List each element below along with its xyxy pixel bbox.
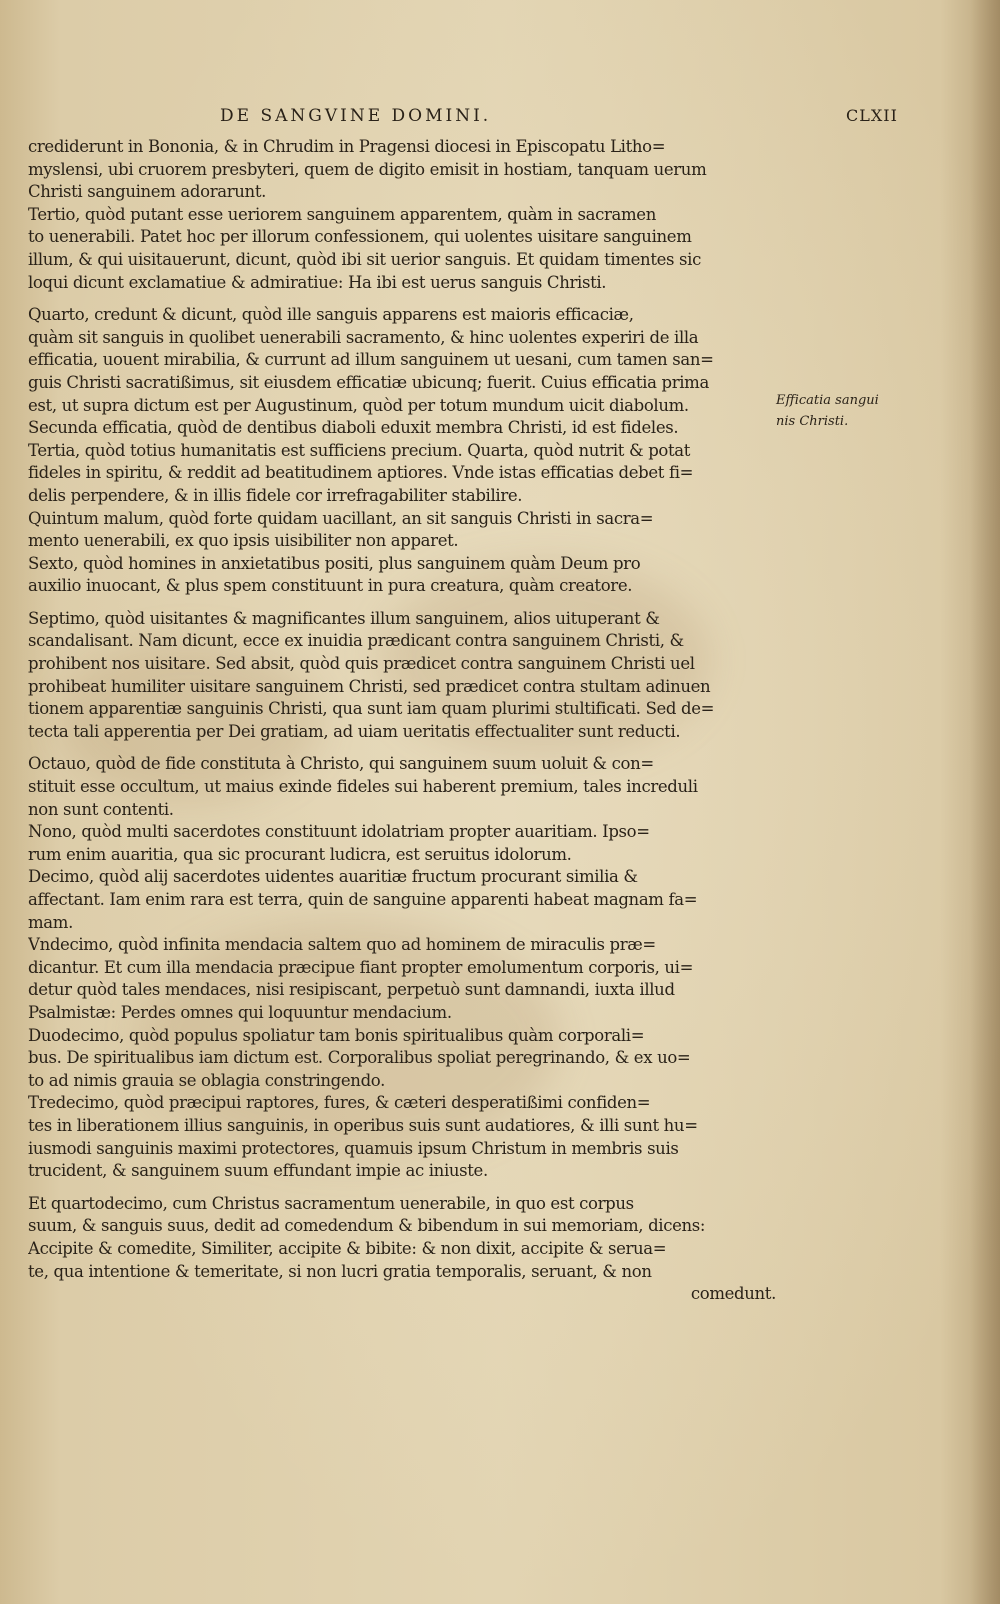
- paragraph-gap: [28, 1183, 778, 1193]
- text-line: affectant. Iam enim rara est terra, quin de sanguine apparenti habeat magnam fa=: [28, 890, 698, 909]
- text-line: tionem apparentiæ sanguinis Christi, qua sunt iam quam plurimi stultificati. Sed de=: [28, 699, 715, 719]
- text-line: delis perpendere, & in illis fidele cor irrefragabiliter stabilire.: [28, 485, 523, 505]
- text-line: stituit esse occultum, ut maius exinde fideles sui haberent premium, tales increduli: [28, 777, 698, 797]
- text-line: trucident, & sanguinem suum effundant impie ac iniuste.: [28, 1161, 488, 1181]
- text-line: suum, & sanguis suus, dedit ad comedendum & bibendum in sui memoriam, dicens:: [28, 1216, 706, 1236]
- text-line: Tertio, quòd putant esse ueriorem sanguinem apparentem, quàm in sacramen: [28, 204, 657, 224]
- text-line: to ad nimis grauia se oblagia constringendo.: [28, 1070, 385, 1090]
- text-line: prohibent nos uisitare. Sed absit, quòd quis prædicet contra sanguinem Christi uel: [28, 654, 695, 674]
- text-line: bus. De spiritualibus iam dictum est. Corporalibus spoliat peregrinando, & ex uo=: [28, 1048, 691, 1068]
- text-line: Tredecimo, quòd præcipui raptores, fures, & cæteri desperatißimi confiden=: [28, 1093, 651, 1113]
- text-line: guis Christi sacratißimus, sit eiusdem efficatiæ ubicunq; fuerit. Cuius efficatia prima: [28, 372, 709, 392]
- text-line: Quarto, credunt & dicunt, quòd ille sanguis apparens est maioris efficaciæ,: [28, 305, 634, 325]
- text-line: mam.: [28, 912, 73, 932]
- text-line: Sexto, quòd homines in anxietatibus positi, plus sanguinem quàm Deum pro: [28, 553, 641, 573]
- paragraph-gap: [28, 743, 778, 753]
- text-line: dicantur. Et cum illa mendacia præcipue fiant propter emolumentum corporis, ui=: [28, 957, 694, 977]
- text-line: te, qua intentione & temeritate, si non lucri gratia temporalis, seruant, & non: [28, 1261, 652, 1281]
- text-line: crediderunt in Bononia, & in Chrudim in Pragensi diocesi in Episcopatu Litho=: [28, 137, 666, 156]
- text-line: non sunt contenti.: [28, 799, 174, 819]
- text-line: efficatia, uouent mirabilia, & currunt ad illum sanguinem ut uesani, cum tamen san=: [28, 350, 714, 370]
- margin-note: nis Christi.: [776, 414, 849, 429]
- text-line: tecta tali apperentia per Dei gratiam, ad uiam ueritatis effectualiter sunt reducti.: [28, 721, 681, 741]
- text-line: Nono, quòd multi sacerdotes constituunt idolatriam propter auaritiam. Ipso=: [28, 822, 650, 842]
- text-line: Septimo, quòd uisitantes & magnificantes illum sanguinem, alios uituperant &: [28, 608, 660, 628]
- text-line: prohibeat humiliter uisitare sanguinem Christi, sed prædicet contra stultam adinuen: [28, 676, 711, 696]
- text-line: Psalmistæ: Perdes omnes qui loquuntur mendacium.: [28, 1002, 452, 1022]
- text-line: est, ut supra dictum est per Augustinum, quòd per totum mundum uicit diabolum.: [28, 395, 689, 415]
- text-line: detur quòd tales mendaces, nisi resipiscant, perpetuò sunt damnandi, iuxta illud: [28, 980, 675, 1000]
- text-line: Duodecimo, quòd populus spoliatur tam bonis spiritualibus quàm corporali=: [28, 1025, 645, 1045]
- text-line: Decimo, quòd alij sacerdotes uidentes auaritiæ fructum procurant similia &: [28, 867, 638, 887]
- text-line: scandalisant. Nam dicunt, ecce ex inuidia prædicant contra sanguinem Christi, &: [28, 631, 684, 651]
- text-body: [28, 136, 778, 1306]
- text-line: iusmodi sanguinis maximi protectores, quamuis ipsum Christum in membris suis: [28, 1138, 679, 1158]
- text-line: loqui dicunt exclamatiue & admiratiue: Ha ibi est uerus sanguis Christi.: [28, 272, 607, 292]
- text-line: fideles in spiritu, & reddit ad beatitudinem aptiores. Vnde istas efficatias debet fi=: [28, 463, 694, 483]
- text-line: auxilio inuocant, & plus spem constituunt in pura creatura, quàm creatore.: [28, 576, 633, 596]
- margin-note: Efficatia sangui: [776, 393, 879, 408]
- text-line: myslensi, ubi cruorem presbyteri, quem de digito emisit in hostiam, tanquam uerum: [28, 159, 707, 179]
- text-line: Vndecimo, quòd infinita mendacia saltem quo ad hominem de miraculis præ=: [28, 935, 656, 955]
- text-line: Secunda efficatia, quòd de dentibus diaboli eduxit membra Christi, id est fideles.: [28, 418, 679, 438]
- text-line: to uenerabili. Patet hoc per illorum confessionem, qui uolentes uisitare sanguinem: [28, 227, 692, 247]
- paragraph-gap: [28, 598, 778, 608]
- text-line: comedunt.: [690, 1284, 776, 1304]
- text-line: mento uenerabili, ex quo ipsis uisibiliter non apparet.: [28, 531, 459, 551]
- folio-number: CLXII: [846, 106, 898, 125]
- text-line: Tertia, quòd totius humanitatis est sufficiens precium. Quarta, quòd nutrit & potat: [28, 440, 691, 460]
- text-line: Christi sanguinem adorarunt.: [28, 182, 266, 202]
- paragraph-gap: [28, 294, 778, 304]
- text-line: Et quartodecimo, cum Christus sacramentum uenerabile, in quo est corpus: [28, 1193, 634, 1213]
- text-line: Quintum malum, quòd forte quidam uacillant, an sit sanguis Christi in sacra=: [28, 508, 654, 528]
- text-line: Accipite & comedite, Similiter, accipite & bibite: & non dixit, accipite & serua=: [28, 1238, 667, 1258]
- page-edge-shadow: [970, 0, 1000, 1604]
- text-line: Octauo, quòd de fide constituta à Christo, qui sanguinem suum uoluit & con=: [28, 754, 654, 774]
- running-head: DE SANGVINE DOMINI.: [220, 106, 492, 126]
- text-line: rum enim auaritia, qua sic procurant ludicra, est seruitus idolorum.: [28, 844, 572, 864]
- text-line: illum, & qui uisitauerunt, dicunt, quòd ibi sit uerior sanguis. Et quidam timentes sic: [28, 249, 701, 269]
- text-line: quàm sit sanguis in quolibet uenerabili sacramento, & hinc uolentes experiri de illa: [28, 327, 699, 347]
- text-line: tes in liberationem illius sanguinis, in operibus suis sunt audatiores, & illi sunt hu=: [28, 1115, 698, 1135]
